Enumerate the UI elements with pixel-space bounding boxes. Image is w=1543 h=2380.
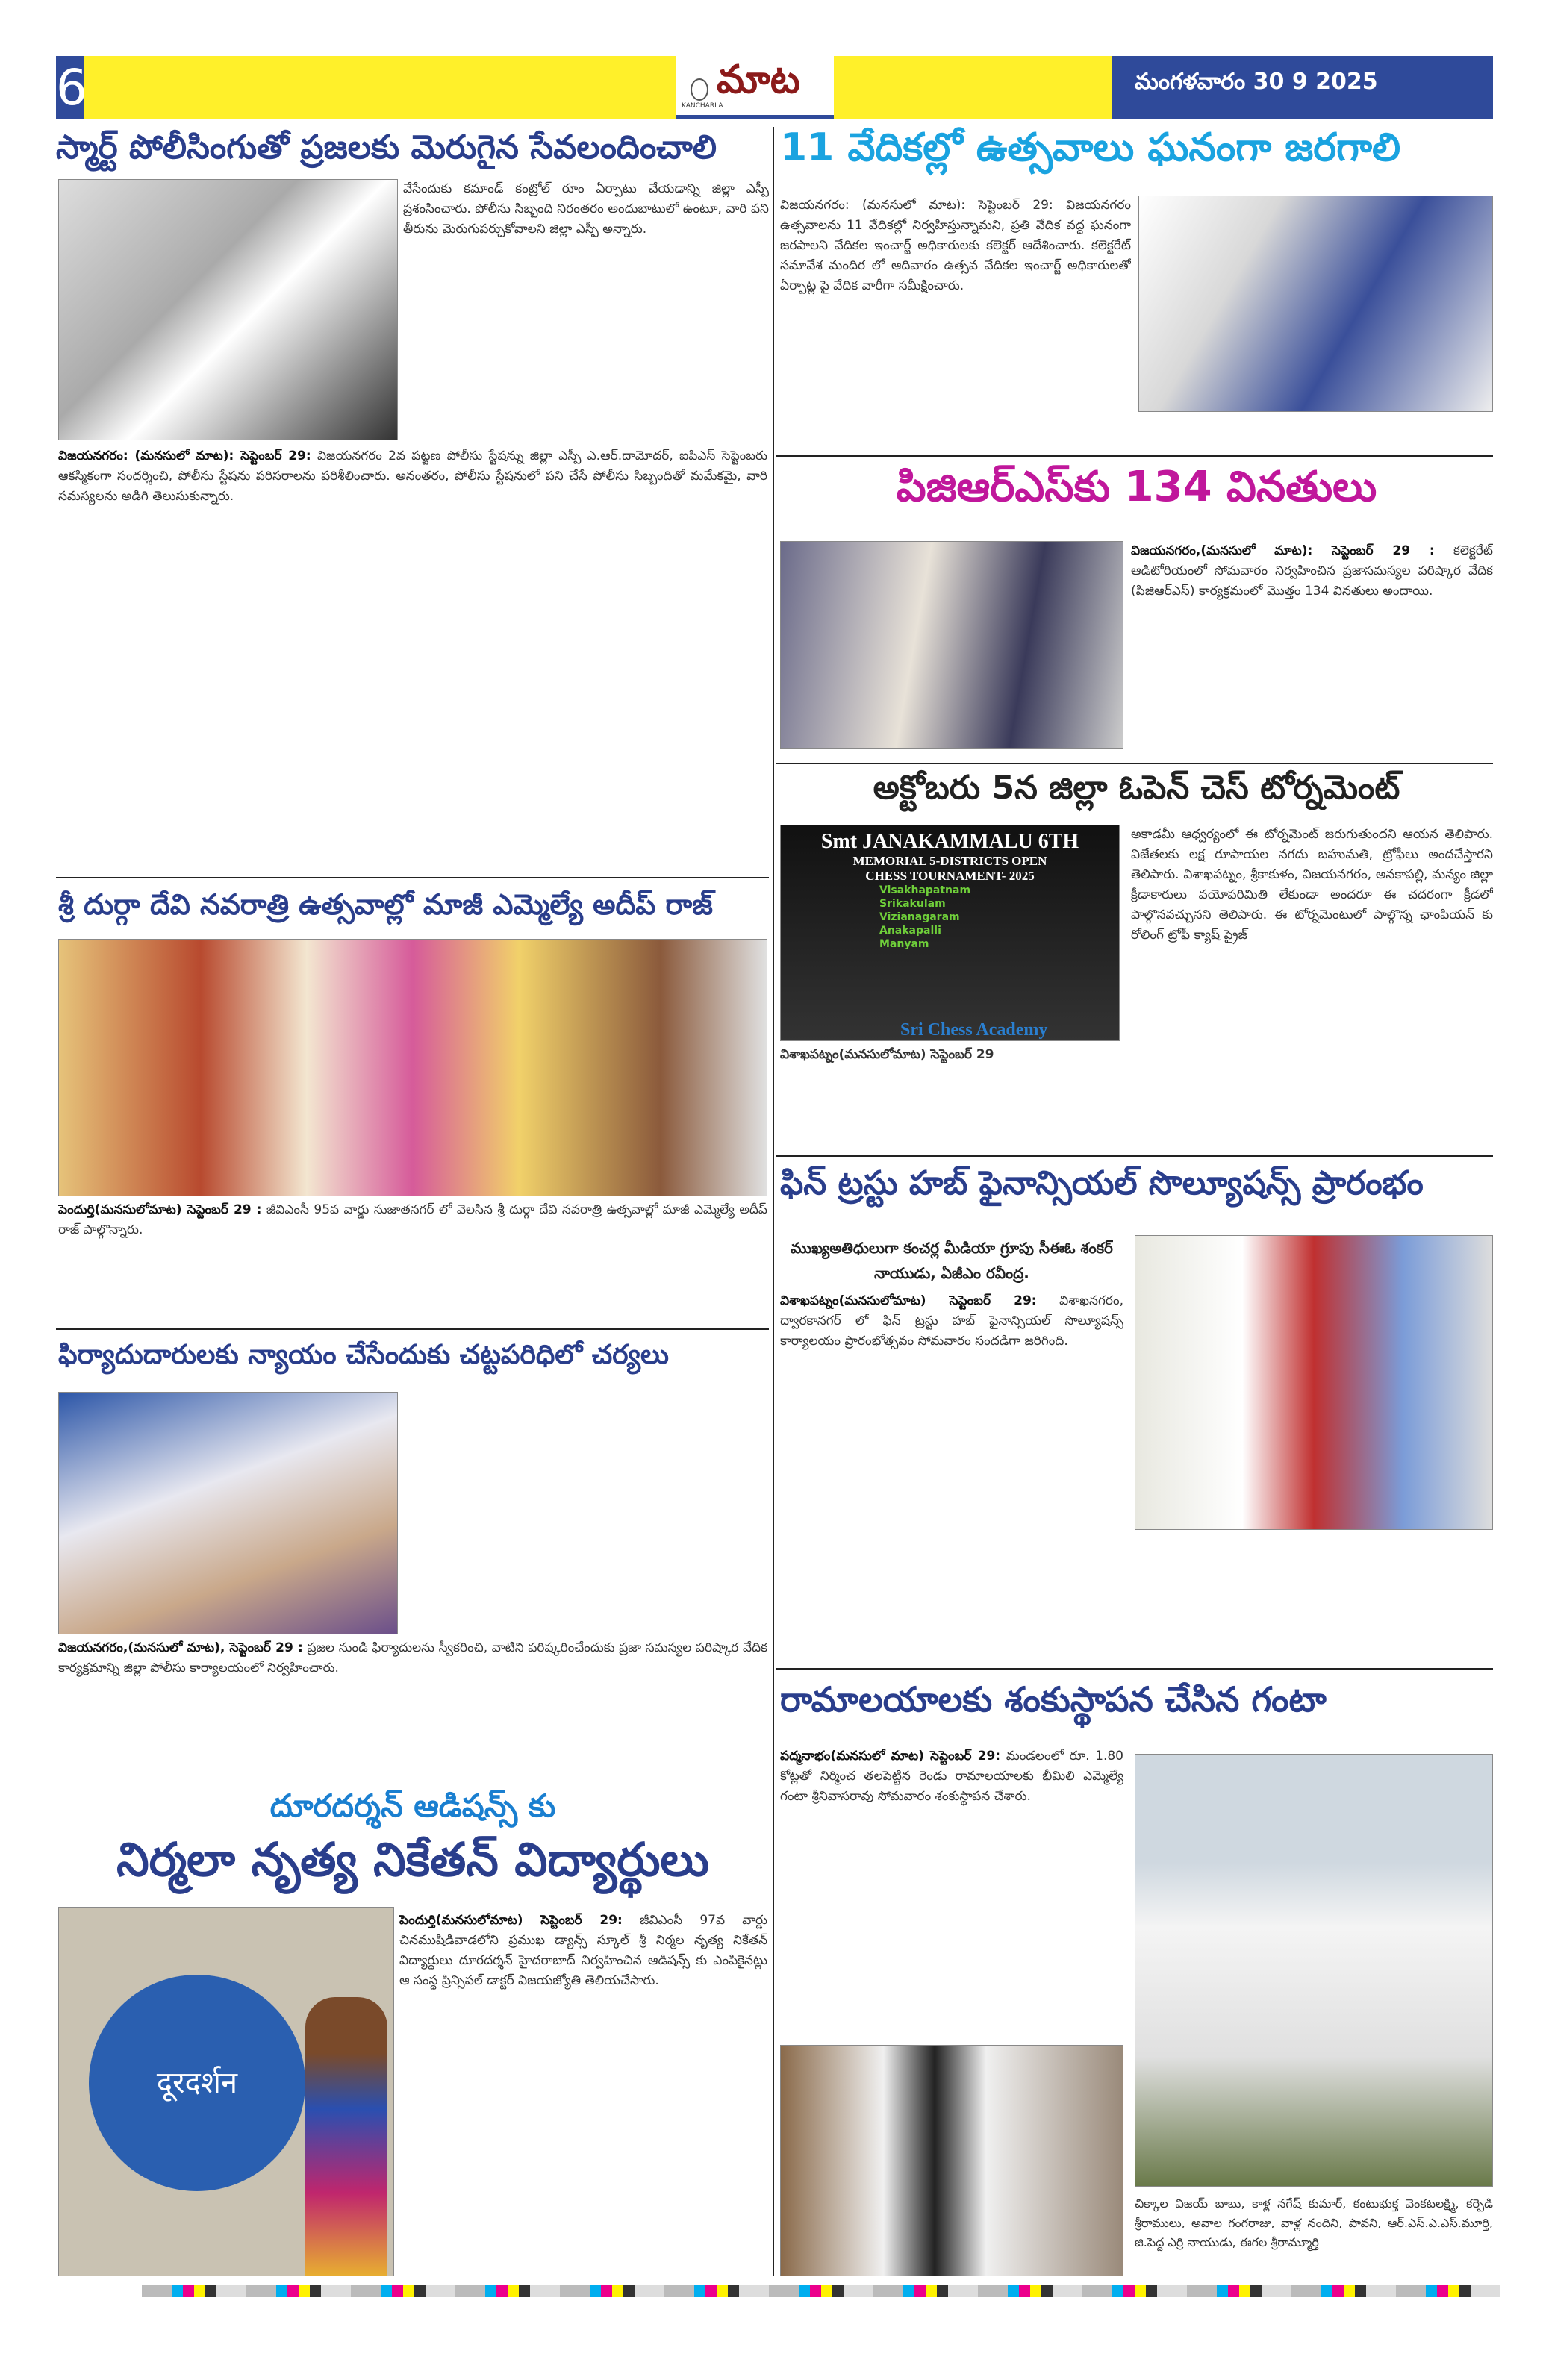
headline-chess: అక్టోబరు 5న జిల్లా ఓపెన్ చెస్ టోర్నమెంట్	[873, 769, 1400, 807]
body-text: జీవిఎంసీ 97వ వార్డు చినముషిడివాడలోని ప్రముఖ డ్యాన్స్ స్కూల్ శ్రీ నిర్మల నృత్య నికేతన్ విద్యార్థులు దూరదర్శన్ హైదరాబాద్ నిర్వహించిన ఆడిషన్స్ కు ఎంపికైనట్లు ఆ సంస్థ ప్రిన్సిపల్ డాక్టర్ విజయజ్యోతి తెలియచేసారు.	[399, 1913, 767, 1988]
body-text: ప్రజల నుండి ఫిర్యాదులను స్వీకరించి, వాటిని పరిష్కరించేందుకు ప్రజా సమస్యల పరిష్కార వేదిక కార్యక్రమాన్ని జిల్లా పోలీసు కార్యాలయంలో నిర్వహించారు.	[58, 1640, 767, 1675]
photo-durga-festival	[58, 939, 767, 1196]
body-text: విజయనగరం 2వ పట్టణ పోలీసు స్టేషన్ను జిల్లా ఎస్పీ ఎ.ఆర్.దామోదర్, ఐపిఎస్ సెప్టెంబరు ఆకస్మికంగా సందర్శించి, పోలీసు స్టేషను పరిసరాలను పరిశీలించారు. అనంతరం, పోలీసు స్టేషనులో పని చేసే పోలీసు సిబ్బందితో మమేకమై, వారి సమస్యలను అడిగి తెలుసుకున్నారు.	[58, 449, 767, 504]
divider	[776, 763, 1493, 764]
dancer-figure	[305, 1997, 387, 2276]
article-body	[780, 1746, 1123, 2037]
photo-caption: చిక్కాల విజయ్ బాబు, కాళ్ల నగేష్ కుమార్, కంటుభుక్త వెంకటలక్ష్మి, కర్పెడి శ్రీరాములు, అవాల గంగరాజు, వాళ్ల నందిని, పావని, ఆర్.ఎస్.ఎ.ఎస్.మూర్తి, జి.పెద్ద ఎర్రి నాయుడు, ఈగల శ్రీరామ్మూర్తి	[1135, 2196, 1493, 2249]
dateline: విజయనగరం,(మనసులో మాట), సెప్టెంబర్ 29 :	[58, 1640, 303, 1655]
article-body	[58, 1638, 767, 1772]
headline-doordarshan-line1: దూరదర్శన్ ఆడిషన్స్ కు	[269, 1787, 556, 1824]
district: Vizianagaram	[879, 911, 960, 923]
poster-line: CHESS TOURNAMENT- 2025	[865, 869, 1035, 883]
article-body	[58, 446, 767, 872]
poster-line: MEMORIAL 5-DISTRICTS OPEN	[852, 854, 1047, 868]
divider	[776, 455, 1493, 457]
photo-police-grievance	[58, 1392, 398, 1634]
dateline: పద్మనాభం(మనసులో మాట) సెప్టెంబర్ 29:	[780, 1749, 1001, 1764]
dateline: పెందుర్తి(మనసులోమాట) సెప్టెంబర్ 29:	[399, 1913, 623, 1928]
headline-smart-policing: స్మార్ట్ పోలీసింగుతో ప్రజలకు మెరుగైన సేవలందించాలి	[56, 128, 717, 166]
dateline: విజయనగరం: (మనసులో మాట): సెప్టెంబర్ 29:	[58, 449, 311, 463]
district: Manyam	[879, 938, 929, 950]
dateline: పెందుర్తి(మనసులోమాట) సెప్టెంబర్ 29 :	[58, 1202, 262, 1217]
doordarshan-logo-icon: दूरदर्शन	[89, 1975, 305, 2191]
body-text: కలెక్టరేట్ ఆడిటోరియంలో సోమవారం నిర్వహించిన ప్రజాసమస్యల పరిష్కార వేదిక (పిజిఆర్ఎస్) కార్యక్రమంలో మొత్తం 134 వినతులు అందాయి.	[1131, 543, 1493, 599]
article-body	[1131, 541, 1493, 750]
poster-districts	[879, 884, 1110, 951]
article-body: విశాఖపట్నం(మనసులోమాట) సెప్టెంబర్ 29	[780, 1047, 994, 1062]
body-text: విజయనగరం ఉత్సవాలను 11 వేదికల్లో నిర్వహిస్తున్నామని, ప్రతి వేదిక వద్ద ఘనంగా జరపాలని వేదికల ఇంచార్జ్ అధికారులకు కలెక్టర్ ఆదేశించారు. కలెక్టరేట్ సమావేశ మందిర లో ఆదివారం ఉత్సవ వేదికల ఇంచార్జ్ అధికారులతో ఏర్పాట్ల పై వేదిక వారీగా సమీక్షించారు.	[780, 198, 1131, 293]
article-body	[399, 1911, 767, 2276]
article-body	[58, 1200, 767, 1319]
headline-doordarshan-line2: నిర్మలా నృత్య నికేతన్ విద్యార్థులు	[116, 1832, 709, 1887]
divider	[776, 1668, 1493, 1670]
article-body: అకాడమీ ఆధ్వర్యంలో ఈ టోర్నమెంట్ జరుగుతుందని ఆయన తెలిపారు. విజేతలకు లక్ష రూపాయల నగదు బహుమతి, ట్రోఫీలు అందచేస్తారని తెలిపారు. విశాఖపట్నం, శ్రీకాకుళం, విజయనగరం, అనకాపల్లి, మన్యం జిల్లా క్రీడాకారులు వయోపరిమితి లేకుండా అందరూ ఈ చదరంగా క్రీడలో పాల్గొనవచ్చునని తెలిపారు. ఈ టోర్నమెంటులో పాల్గొన్న ఛాంపియన్ కు రోలింగ్ ట్రోఫీ క్యాష్ ప్రైజ్	[1131, 827, 1493, 943]
photo-collector-meeting	[1138, 196, 1493, 412]
divider	[56, 877, 769, 878]
color-registration-strip	[142, 2285, 1500, 2297]
headline-grievances: ఫిర్యాదుదారులకు న్యాయం చేసేందుకు చట్టపరిధిలో చర్యలు	[58, 1340, 670, 1370]
logo	[676, 56, 834, 119]
photo-foundation-plaque	[780, 2045, 1123, 2276]
logo-text: మాట	[717, 57, 800, 102]
dateline: విజయనగరం: (మనసులో మాట): సెప్టెంబర్ 29:	[780, 198, 1053, 213]
district: Visakhapatnam	[879, 884, 971, 896]
body-text: మండలంలో రూ. 1.80 కోట్లతో నిర్మించ తలపెట్టిన రెండు రామాలయాలకు భీమిలి ఎమ్మెల్యే గంటా శ్రీనివాసరావు సోమవారం శంకుస్థాపన చేశారు.	[780, 1749, 1123, 1804]
poster-academy: Sri Chess Academy	[900, 1020, 1048, 1040]
photo-fin-trust-opening	[1135, 1235, 1493, 1530]
page-number: 6	[56, 56, 84, 119]
headline-pgrs: పిజిఆర్ఎస్‌కు 134 వినతులు	[896, 463, 1377, 511]
divider	[56, 1328, 769, 1330]
photo-pgrs	[780, 541, 1123, 749]
logo-subtext: KANCHARLA	[682, 102, 723, 110]
divider	[776, 1155, 1493, 1157]
body-text: జీవిఎంసీ 95వ వార్డు సుజాతనగర్ లో వెలసిన శ్రీ దుర్గా దేవి నవరాత్రి ఉత్సవాల్లో మాజీ ఎమ్మెల్యే అదీప్ రాజ్ పాల్గొన్నారు.	[58, 1202, 767, 1237]
article-body: వేసేందుకు కమాండ్ కంట్రోల్ రూం ఏర్పాటు చేయడాన్ని జిల్లా ఎస్పీ ప్రశంసించారు. పోలీసు సిబ్బంది నిరంతరం అందుబాటులో ఉంటూ, వారి పని తీరును మెరుగుపర్చుకోవాలని జిల్లా ఎస్పీ అన్నారు.	[403, 181, 769, 237]
body-text: విశాఖనగరం, ద్వారకానగర్ లో ఫిన్ ట్రస్టు హబ్ ఫైనాన్సియల్ సొల్యూషన్స్ కార్యాలయం ప్రారంభోత్సవం సోమవారం సందడిగా జరిగింది.	[780, 1293, 1123, 1349]
photo-doordarshan-dancer	[58, 1907, 394, 2276]
issue-date: మంగళవారం 30 9 2025	[1135, 69, 1378, 95]
photo-foundation-crowd	[1135, 1754, 1493, 2187]
headline-ramalayam: రామాలయాలకు శంకుస్థాపన చేసిన గంటా	[780, 1679, 1327, 1720]
subheadline: ముఖ్యఅతిధులుగా కంచర్ల మీడియా గ్రూపు సీఈఓ శంకర్ నాయుడు, ఏజీఎం రవీంద్ర.	[791, 1239, 1113, 1282]
headline-fin-trust: ఫిన్ ట్రస్టు హబ్ ఫైనాన్సియల్ సొల్యూషన్స్ ప్రారంభం	[780, 1164, 1424, 1202]
column-divider	[773, 127, 774, 2276]
article-body	[780, 196, 1131, 449]
article-body	[780, 1291, 1123, 1530]
photo-sp-visit	[58, 179, 398, 440]
logo-emblem-icon	[691, 78, 708, 101]
dateline: విశాఖపట్నం(మనసులోమాట) సెప్టెంబర్ 29:	[780, 1293, 1037, 1308]
poster-title: Smt JANAKAMMALU 6TH	[820, 830, 1079, 853]
headline-11-venues: 11 వేదికల్లో ఉత్సవాలు ఘనంగా జరగాలి	[780, 125, 1401, 170]
chess-poster	[780, 825, 1120, 1041]
district: Srikakulam	[879, 898, 946, 910]
dateline: విజయనగరం,(మనసులో మాట): సెప్టెంబర్ 29 :	[1131, 543, 1435, 558]
district: Anakapalli	[879, 925, 941, 937]
headline-durga-navaratri: శ్రీ దుర్గా దేవి నవరాత్రి ఉత్సవాల్లో మాజీ ఎమ్మెల్యే అదీప్ రాజ్	[58, 888, 713, 921]
